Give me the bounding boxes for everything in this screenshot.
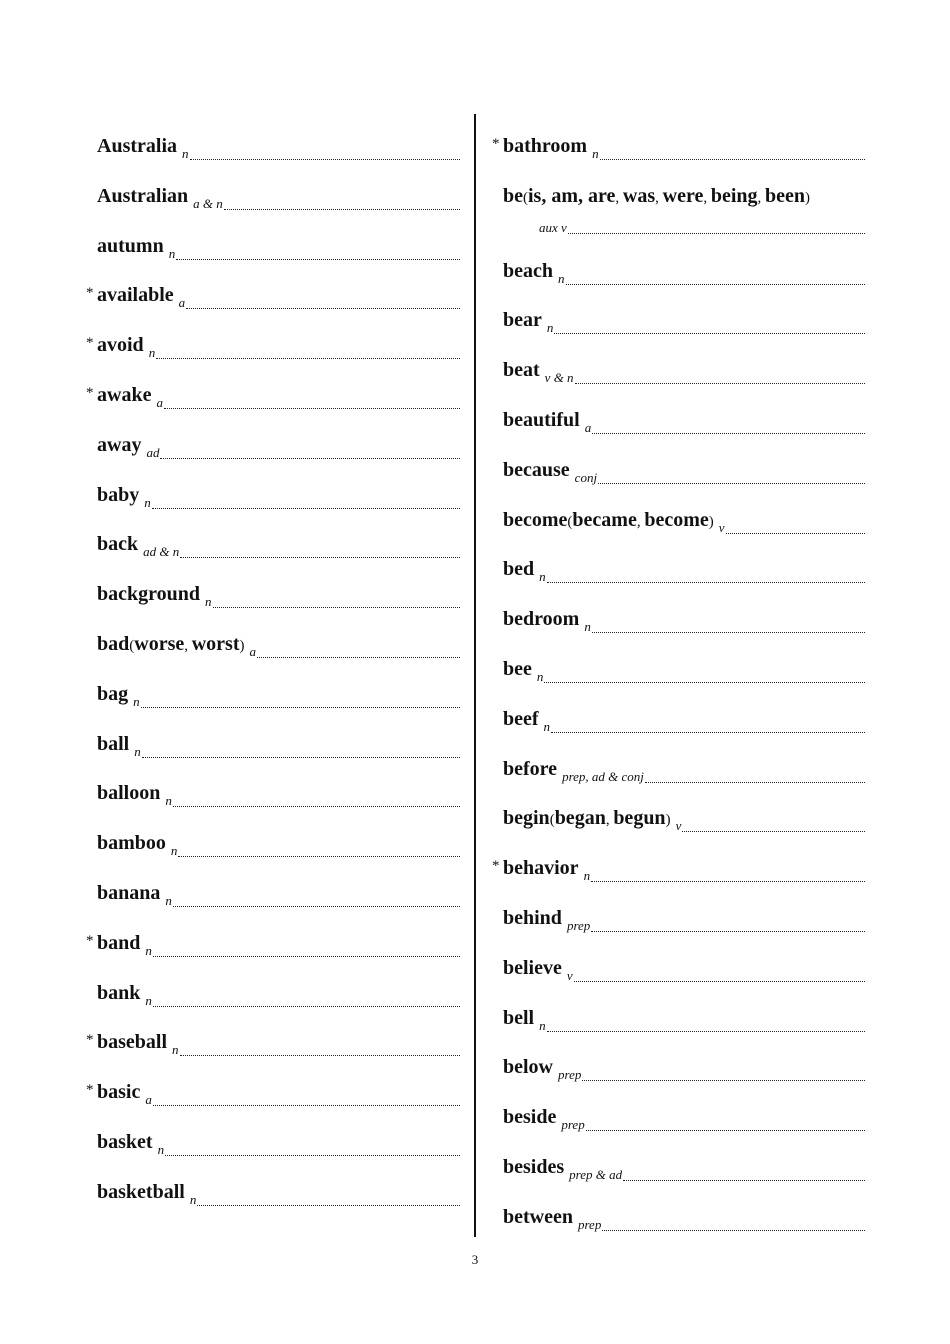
vocab-entry xyxy=(86,676,460,709)
dotted-line xyxy=(645,781,865,783)
vocab-entry xyxy=(492,651,865,684)
part-of-speech: n xyxy=(172,1042,179,1058)
part-of-speech: v xyxy=(718,519,725,535)
headword: between xyxy=(503,1205,573,1228)
dotted-line xyxy=(586,1129,865,1131)
separator: , xyxy=(636,513,645,530)
dotted-line xyxy=(153,955,460,957)
headword: besides xyxy=(503,1156,565,1178)
vocab-entry xyxy=(86,626,460,659)
vocab-entry xyxy=(86,875,460,908)
part-of-speech: n xyxy=(133,693,140,709)
asterisk-mark: * xyxy=(492,858,500,875)
separator: , xyxy=(605,812,614,829)
part-of-speech: n xyxy=(536,669,544,684)
dotted-line xyxy=(197,1204,460,1206)
part-of-speech: n xyxy=(148,345,156,361)
word-forms xyxy=(129,634,244,654)
part-of-speech: a xyxy=(156,395,163,410)
vocab-entry xyxy=(492,128,865,161)
headword: bamboo xyxy=(97,832,166,855)
headword: because xyxy=(503,458,570,481)
headword: basketball xyxy=(97,1180,185,1203)
part-of-speech: n xyxy=(558,270,565,286)
vocab-entry xyxy=(492,352,865,386)
headword: begin xyxy=(503,807,550,830)
headword: band xyxy=(97,931,141,954)
vocab-entry xyxy=(492,502,865,535)
dotted-line xyxy=(591,880,865,882)
word-forms xyxy=(567,510,713,530)
open-paren: ( xyxy=(523,189,528,206)
headword: beef xyxy=(503,707,539,730)
asterisk-mark: * xyxy=(86,285,94,302)
vocab-entry xyxy=(86,128,460,161)
dotted-line xyxy=(600,158,865,160)
vocab-entry xyxy=(492,551,865,585)
headword: beat xyxy=(503,359,540,382)
form-word: began xyxy=(554,807,606,830)
dotted-line xyxy=(726,532,865,534)
open-paren: ( xyxy=(129,638,135,654)
vocab-entry xyxy=(86,975,460,1008)
open-paren: ( xyxy=(549,812,555,829)
dotted-line xyxy=(186,307,460,309)
vocab-entry xyxy=(86,327,460,361)
dotted-line xyxy=(153,1104,460,1106)
part-of-speech: a xyxy=(178,295,186,311)
dotted-line xyxy=(602,1229,865,1231)
dotted-line xyxy=(180,1054,460,1056)
vocab-entry xyxy=(492,1000,865,1033)
form-word: were xyxy=(662,184,704,207)
part-of-speech: conj xyxy=(574,469,598,485)
headword: bear xyxy=(503,309,542,332)
vocab-entry xyxy=(492,950,865,983)
headword: bad xyxy=(97,633,130,655)
headword: bathroom xyxy=(503,135,588,157)
part-of-speech: n xyxy=(144,494,151,510)
vocab-entry xyxy=(492,1149,865,1182)
headword: beside xyxy=(503,1106,557,1129)
vocab-entry-continued xyxy=(534,210,865,235)
part-of-speech: n xyxy=(583,868,591,884)
part-of-speech: n xyxy=(145,942,152,958)
vocab-entry xyxy=(492,751,865,784)
part-of-speech: n xyxy=(165,893,172,908)
vocab-entry xyxy=(492,1049,865,1083)
headword: ball xyxy=(97,732,130,755)
vocab-entry xyxy=(86,427,460,460)
dotted-line xyxy=(190,158,461,160)
dotted-line xyxy=(180,556,460,558)
vocab-entry xyxy=(86,576,460,610)
vocab-entry xyxy=(86,526,460,560)
part-of-speech: n xyxy=(546,320,554,336)
vocab-entry xyxy=(492,302,865,336)
dotted-line xyxy=(547,581,865,583)
dotted-line xyxy=(575,382,865,384)
asterisk-mark: * xyxy=(492,136,500,152)
dotted-line xyxy=(153,1005,460,1007)
headword: beautiful xyxy=(503,409,580,431)
dotted-line xyxy=(591,930,865,932)
separator: , xyxy=(655,189,663,206)
headword: bedroom xyxy=(503,608,580,631)
part-of-speech: n xyxy=(543,718,551,734)
headword: away xyxy=(97,433,142,456)
vocab-entry xyxy=(492,452,865,485)
part-of-speech: a xyxy=(145,1092,152,1108)
part-of-speech: v xyxy=(675,818,682,834)
headword: basket xyxy=(97,1131,153,1153)
headword: believe xyxy=(503,956,562,979)
dotted-line xyxy=(257,656,460,658)
vocab-entry xyxy=(492,601,865,635)
asterisk-mark: * xyxy=(86,932,94,949)
headword: baseball xyxy=(97,1031,168,1054)
open-paren: ( xyxy=(567,513,573,530)
vocab-entry xyxy=(492,900,865,933)
headword: bell xyxy=(503,1006,535,1029)
dotted-line xyxy=(141,706,460,708)
headword: before xyxy=(503,757,558,780)
column-divider xyxy=(474,114,476,1237)
part-of-speech: n xyxy=(592,146,599,161)
part-of-speech: n xyxy=(157,1142,165,1157)
asterisk-mark: * xyxy=(86,385,94,401)
vocab-entry xyxy=(492,800,865,834)
vocab-entry xyxy=(86,277,460,311)
dotted-line xyxy=(152,507,460,509)
vocab-entry xyxy=(492,1099,865,1133)
dotted-line xyxy=(568,232,865,234)
headword: baby xyxy=(97,483,140,506)
vocab-entry xyxy=(86,1024,460,1058)
dotted-line xyxy=(598,482,865,484)
vocab-entry xyxy=(86,477,460,510)
close-paren: ) xyxy=(239,638,245,654)
form-word: was xyxy=(622,184,656,207)
form-word: become xyxy=(644,508,709,531)
dotted-line xyxy=(156,357,460,359)
headword: back xyxy=(97,533,139,556)
part-of-speech: v & n xyxy=(544,370,574,386)
dotted-line xyxy=(554,332,865,334)
headword: available xyxy=(97,284,174,307)
asterisk-mark: * xyxy=(86,1082,94,1099)
vocab-entry xyxy=(492,178,865,206)
part-of-speech: ad & n xyxy=(143,544,180,560)
dotted-line xyxy=(173,805,460,807)
part-of-speech: prep, ad & conj xyxy=(562,768,644,784)
headword: balloon xyxy=(97,782,161,805)
part-of-speech: prep & ad xyxy=(569,1167,623,1182)
word-forms xyxy=(550,808,671,828)
headword: become xyxy=(503,508,568,531)
vocab-entry xyxy=(86,1174,460,1207)
part-of-speech: n xyxy=(539,1017,546,1033)
headword: bed xyxy=(503,558,535,581)
asterisk-mark: * xyxy=(86,335,94,352)
vocab-entry xyxy=(492,402,865,435)
headword: awake xyxy=(97,384,152,406)
part-of-speech: n xyxy=(182,146,189,161)
part-of-speech: n xyxy=(165,793,172,809)
vocab-entry xyxy=(492,253,865,286)
dotted-line xyxy=(592,432,865,434)
form-word: begun xyxy=(613,807,666,830)
headword: behind xyxy=(503,907,562,929)
headword: be xyxy=(503,184,523,207)
form-word: became xyxy=(572,508,637,531)
part-of-speech: a xyxy=(249,644,256,659)
separator: , xyxy=(184,638,192,654)
headword: below xyxy=(503,1056,553,1079)
form-word: been xyxy=(765,184,806,207)
vocab-entry xyxy=(86,825,460,859)
headword: autumn xyxy=(97,234,164,257)
dotted-line xyxy=(164,407,460,409)
page-number: 3 xyxy=(471,1252,479,1267)
vocab-entry xyxy=(492,850,865,884)
asterisk-mark: * xyxy=(86,1032,94,1049)
dotted-line xyxy=(165,1154,460,1156)
separator: , xyxy=(703,189,711,206)
form-word: worst xyxy=(191,633,240,655)
part-of-speech: prep xyxy=(566,918,591,933)
headword: beach xyxy=(503,259,553,282)
part-of-speech: prep xyxy=(561,1117,585,1133)
part-of-speech: n xyxy=(134,743,141,759)
dotted-line xyxy=(224,208,460,210)
dotted-line xyxy=(160,457,460,459)
part-of-speech: n xyxy=(584,619,591,635)
dotted-line xyxy=(582,1079,865,1081)
form-word: worse xyxy=(134,633,185,655)
dotted-line xyxy=(566,283,866,285)
headword: bee xyxy=(503,658,532,680)
part-of-speech: n xyxy=(205,594,212,610)
part-of-speech: n xyxy=(168,245,176,261)
headword: avoid xyxy=(97,334,144,357)
part-of-speech: n xyxy=(170,843,178,859)
dotted-line xyxy=(682,830,865,832)
headword: bag xyxy=(97,682,129,705)
vocab-entry xyxy=(492,701,865,734)
part-of-speech: aux v xyxy=(539,219,567,235)
dotted-line xyxy=(574,980,865,982)
close-paren: ) xyxy=(708,513,714,530)
dotted-line xyxy=(623,1179,865,1181)
dotted-line xyxy=(173,905,460,907)
dotted-line xyxy=(142,756,460,758)
vocab-entry xyxy=(86,377,460,410)
dotted-line xyxy=(178,855,460,857)
part-of-speech: prep xyxy=(558,1067,582,1083)
vocab-entry xyxy=(86,228,460,261)
headword: bank xyxy=(97,981,141,1004)
vocab-entry xyxy=(492,1199,865,1232)
separator: , xyxy=(615,189,623,206)
headword: behavior xyxy=(503,857,579,880)
part-of-speech: a xyxy=(584,420,592,435)
headword: background xyxy=(97,583,201,606)
headword: Australia xyxy=(97,135,177,157)
dotted-line xyxy=(544,681,865,683)
part-of-speech: n xyxy=(189,1191,197,1207)
part-of-speech: a & n xyxy=(193,195,223,211)
dotted-line xyxy=(547,1030,865,1032)
close-paren: ) xyxy=(665,812,671,829)
separator: , xyxy=(757,189,766,206)
form-word: being xyxy=(710,184,758,207)
headword: banana xyxy=(97,882,161,904)
dotted-line xyxy=(592,631,865,633)
vocab-entry xyxy=(86,925,460,958)
word-forms xyxy=(523,186,810,206)
part-of-speech: prep xyxy=(577,1216,602,1232)
vocab-entry xyxy=(86,178,460,211)
dotted-line xyxy=(551,731,865,733)
form-word: is, am, are xyxy=(528,184,616,207)
part-of-speech: n xyxy=(539,569,546,585)
headword: basic xyxy=(97,1081,141,1104)
part-of-speech: ad xyxy=(146,444,160,460)
close-paren: ) xyxy=(805,189,811,206)
vocab-entry xyxy=(86,1074,460,1108)
dotted-line xyxy=(176,258,460,260)
vocab-entry xyxy=(86,1124,460,1157)
vocab-entry xyxy=(86,726,460,759)
headword: Australian xyxy=(97,184,189,207)
vocab-entry xyxy=(86,775,460,809)
dotted-line xyxy=(213,606,460,608)
part-of-speech: n xyxy=(145,992,152,1008)
part-of-speech: v xyxy=(566,967,573,983)
